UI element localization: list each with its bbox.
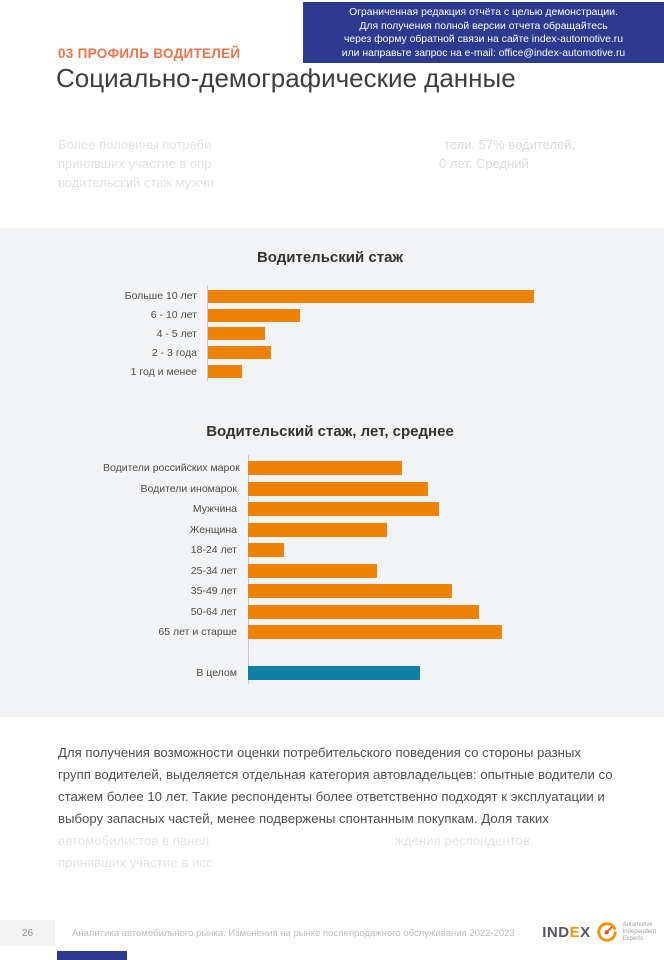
intro-line — [58, 175, 618, 194]
chart-row — [103, 499, 543, 520]
bar-track — [248, 625, 543, 639]
banner-line: или направьте запрос на e-mail: office@index-automotive.ru — [341, 47, 626, 59]
bar-Больше-10-лет — [208, 290, 534, 303]
category-label: Больше 10 лет — [124, 290, 197, 303]
chart-row — [53, 325, 558, 344]
body-line: выбору запасных частей, менее подвержены спонтанным покупкам. Доля таких — [58, 811, 549, 826]
chart-row — [103, 581, 543, 602]
intro-fragment-left: Более половины потреби — [58, 137, 212, 152]
banner-line: Для получения полной версии отчета обращайтесь — [359, 20, 608, 32]
page-number-box — [0, 920, 55, 946]
bar-2---3-года — [208, 346, 271, 359]
bar-35-49-лет — [248, 584, 452, 598]
bar-track — [248, 523, 543, 537]
category-label: Водители иномарок — [140, 482, 237, 495]
category-label: 18-24 лет — [190, 544, 237, 557]
category-label: В целом — [196, 667, 237, 680]
chart1-title: Водительский стаж — [256, 249, 404, 266]
banner-line: Ограниченная редакция отчёта с целью демонстрации. — [349, 7, 618, 18]
intro-line — [58, 137, 618, 156]
category-label: Водители российских марок — [103, 462, 240, 475]
category-label: 25-34 лет — [190, 564, 237, 577]
logo-tagline: Automotive Independent Experts — [622, 921, 656, 942]
intro-fragment-left: принявших участие в опр — [58, 156, 212, 171]
bar-track — [208, 309, 558, 322]
chart-row — [103, 540, 543, 561]
banner-line: через форму обратной связи на сайте index-automotive.ru — [343, 34, 624, 46]
chart-row — [103, 458, 543, 479]
intro-fragment-right: 0 лет. Средний — [439, 156, 529, 171]
chart-row — [103, 602, 543, 623]
bar-Водители-иномарок — [248, 482, 428, 496]
category-label: 4 - 5 лет — [156, 327, 197, 340]
body-line: стажем более 10 лет. Такие респонденты более ответственно подходят к эксплуатации и — [58, 789, 605, 804]
body-fragment-left: автомобилистов в панел — [58, 833, 210, 848]
bar-Водители-российских-марок — [248, 461, 402, 475]
body-line-faded — [58, 830, 624, 852]
body-paragraph — [58, 742, 624, 874]
bar-25-34-лет — [248, 564, 377, 578]
chart-row — [103, 561, 543, 582]
index-automotive-logo — [542, 921, 656, 943]
chart-average-experience — [103, 458, 543, 684]
body-fragment-right: ждения респондентов. — [395, 833, 534, 848]
logo-ring-icon — [596, 921, 618, 943]
category-label: 35-49 лет — [190, 585, 237, 598]
logo-wordmark: INDEX — [542, 923, 591, 941]
intro-fragment-right: тели. 57% водителей, — [444, 137, 576, 152]
bar-track — [208, 365, 558, 378]
chart-row — [103, 520, 543, 541]
bar-18-24-лет — [248, 543, 284, 557]
chart2-title: Водительский стаж, лет, среднее — [206, 423, 454, 440]
page-number: 26 — [21, 927, 34, 939]
chart-row — [103, 622, 543, 643]
bar-Женщина — [248, 523, 387, 537]
row-spacer — [103, 643, 543, 664]
chart-row — [53, 306, 558, 325]
demo-restriction-banner — [303, 2, 664, 63]
chart-row — [53, 287, 558, 306]
bar-6---10-лет — [208, 309, 300, 322]
intro-fragment-left: водительский стаж мужчи — [58, 175, 214, 190]
chart-driving-experience — [53, 287, 558, 381]
body-line-faded — [58, 852, 624, 874]
bar-track — [248, 543, 543, 557]
body-fragment-left: принявших участие в исс — [58, 855, 213, 870]
bar-track — [248, 666, 543, 680]
bar-track — [208, 346, 558, 359]
body-line: групп водителей, выделяется отдельная категория автовладельцев: опытные водители со — [58, 767, 613, 782]
category-label: 2 - 3 года — [151, 346, 197, 359]
category-label: Мужчина — [192, 503, 237, 516]
bar-track — [208, 327, 558, 340]
category-label: 65 лет и старше — [158, 626, 237, 639]
bar-track — [248, 584, 543, 598]
bar-track — [248, 605, 543, 619]
section-label: 03 ПРОФИЛЬ ВОДИТЕЛЕЙ — [58, 46, 241, 61]
bar-track — [248, 564, 543, 578]
bar-65-лет-и-старше — [248, 625, 502, 639]
page-title: Социально-демографические данные — [56, 63, 516, 93]
body-line: Для получения возможности оценки потребительского поведения со стороны разных — [58, 745, 581, 760]
intro-paragraph — [58, 137, 618, 194]
bar-Мужчина — [248, 502, 439, 516]
bar-В-целом — [248, 666, 420, 680]
chart-row — [103, 663, 543, 684]
category-label: 50-64 лет — [190, 605, 237, 618]
chart-row — [103, 479, 543, 500]
intro-line — [58, 156, 618, 175]
bar-4---5-лет — [208, 327, 265, 340]
bar-track — [208, 290, 558, 303]
bar-track — [248, 461, 543, 475]
bottom-accent-strip — [57, 951, 127, 960]
bar-track — [248, 482, 543, 496]
footer-report-title: Аналитика автомобильного рынка. Изменения на рынке послепродажного обслуживания 2022-2023 — [72, 928, 515, 939]
chart-row — [53, 343, 558, 362]
category-label: Женщина — [189, 523, 237, 536]
category-label: 6 - 10 лет — [150, 309, 197, 322]
chart-row — [53, 362, 558, 381]
bar-1-год-и-менее — [208, 365, 242, 378]
category-label: 1 год и менее — [130, 365, 197, 378]
bar-50-64-лет — [248, 605, 479, 619]
bar-track — [248, 502, 543, 516]
